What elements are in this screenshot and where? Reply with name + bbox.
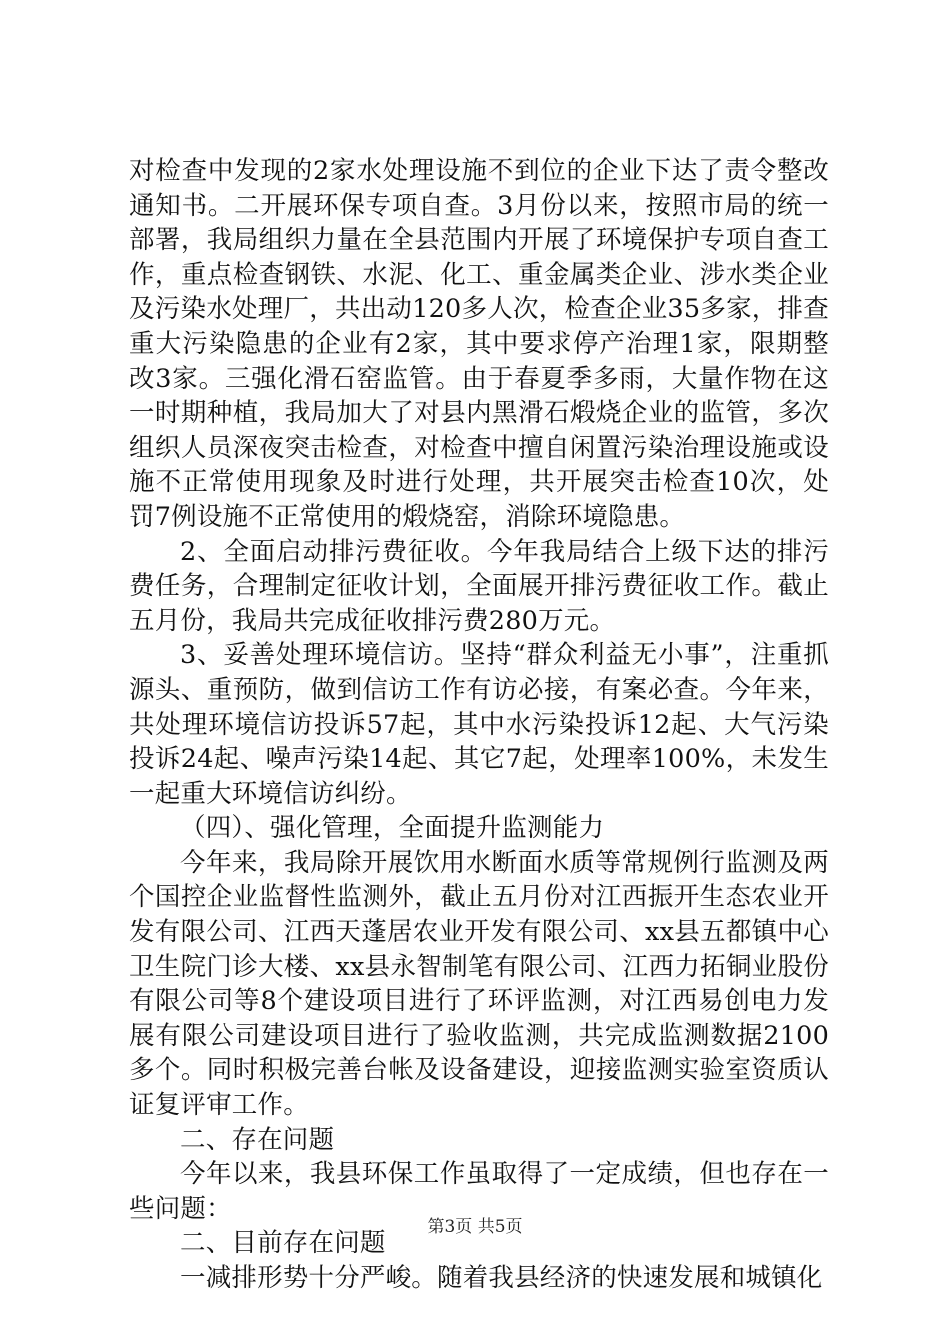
paragraph-emission-reduction: 一减排形势十分严峻。随着我县经济的快速发展和城镇化 [180,1263,823,1293]
page-number-footer: 第3页 共5页 [427,1217,523,1237]
paragraph-sewage-fee: 2、全面启动排污费征收。今年我局结合上级下达的排污费任务，合理制定征收计划，全面展开排污费征收工作。截止五月份，我局共完成征收排污费280万元。 [129,536,829,636]
paragraph-problems-intro: 今年以来，我县环保工作虽取得了一定成绩，但也存在一些问题： [129,1159,829,1224]
section-heading-current-problems: 二、目前存在问题 [180,1228,386,1259]
paragraph-monitoring: 今年来，我局除开展饮用水断面水质等常规例行监测及两个国控企业监督性监测外，截止五月份对江西振开生态农业开发有限公司、江西天蓬居农业开发有限公司、xx县五都镇中心卫生院门诊大楼、xx县永智制笔有限公司、江西力拓铜业股份有限公司等8个建设项目进行了环评监测，对江西易创电力发展有限公司建设项目进行了验收监测，共完成监测数据2100多个。同时积极完善台帐及设备建设，迎接监测实验室资质认证复评审工作。 [129,847,829,1121]
section-heading-monitoring: （四）、强化管理，全面提升监测能力 [180,813,605,844]
section-heading-problems: 二、存在问题 [180,1124,335,1155]
document-body [129,154,829,1296]
paragraph-inspection-summary: 对检查中发现的2家水处理设施不到位的企业下达了责令整改通知书。二开展环保专项自查。3月份以来，按照市局的统一部署，我局组织力量在全县范围内开展了环境保护专项自查工作，重点检查钢铁、水泥、化工、重金属类企业、涉水类企业及污染水处理厂，共出动120多人次，检查企业35多家，排查重大污染隐患的企业有2家，其中要求停产治理1家，限期整改3家。三强化滑石窑监管。由于春夏季多雨，大量作物在这一时期种植，我局加大了对县内黑滑石煅烧企业的监管，多次组织人员深夜突击检查，对检查中擅自闲置污染治理设施或设施不正常使用现象及时进行处理，共开展突击检查10次，处罚7例设施不正常使用的煅烧窑，消除环境隐患。 [129,156,829,532]
paragraph-petition: 3、妥善处理环境信访。坚持“群众利益无小事”，注重抓源头、重预防，做到信访工作有访必接，有案必查。今年来，共处理环境信访投诉57起，其中水污染投诉12起、大气污染投诉24起、噪声污染14起、其它7起，处理率100%，未发生一起重大环境信访纠纷。 [129,640,829,809]
